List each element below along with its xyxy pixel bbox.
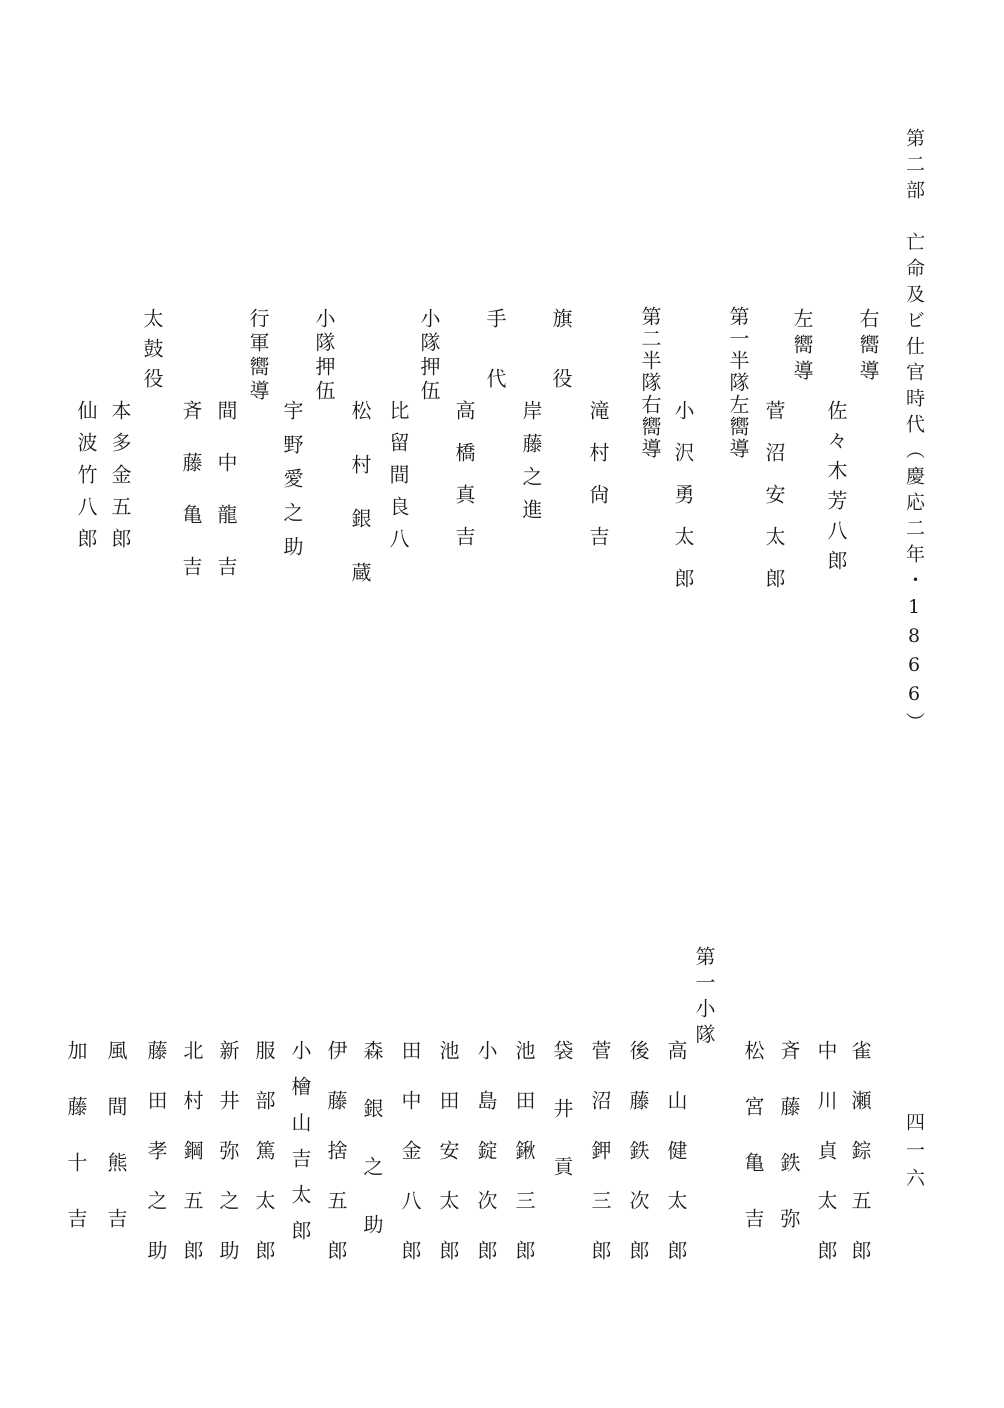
squad-member-name: 田中金八郎	[398, 1040, 422, 1290]
squad-member-name: 小檜山吉太郎	[288, 1040, 312, 1256]
member-name: 小沢勇太郎	[671, 400, 695, 610]
squad-member-name: 伊藤捨五郎	[324, 1040, 348, 1290]
role-label: 手代	[483, 308, 507, 428]
squad-member-name: 新井弥之助	[216, 1040, 240, 1290]
squad-member-name: 加藤十吉	[64, 1040, 88, 1264]
member-name: 比留間良八	[386, 400, 410, 560]
squad-member-name: 松宮亀吉	[741, 1040, 765, 1264]
member-name: 佐々木芳八郎	[824, 400, 848, 580]
role-label: 右嚮導	[856, 308, 880, 386]
role-label: 行軍嚮導	[246, 308, 270, 404]
squad-member-name: 雀瀬錝五郎	[848, 1040, 872, 1290]
squad-member-name: 後藤鉄次郎	[626, 1040, 650, 1290]
page-number: 四一六	[903, 1112, 925, 1196]
role-label: 太鼓役	[140, 308, 164, 398]
member-name: 岸藤之進	[519, 400, 543, 532]
squad-member-name: 森銀之助	[360, 1040, 384, 1272]
member-name: 間中龍吉	[214, 400, 238, 608]
member-name: 本多金五郎	[108, 400, 132, 560]
member-name: 斉藤亀吉	[179, 400, 203, 608]
squad-member-name: 中川貞太郎	[814, 1040, 838, 1290]
member-name: 高橋真吉	[452, 400, 476, 568]
member-name: 松村銀蔵	[348, 400, 372, 616]
role-label: 小隊押伍	[312, 308, 336, 404]
squad-member-name: 風間熊吉	[104, 1040, 128, 1264]
member-name: 仙波竹八郎	[74, 400, 98, 560]
squad-member-name: 服部篤太郎	[252, 1040, 276, 1290]
squad-member-name: 菅沼鉀三郎	[588, 1040, 612, 1290]
running-head: 第二部 亡命及ビ仕官時代（慶応二年・1866）	[903, 128, 925, 738]
role-label: 第一半隊左嚮導	[726, 306, 750, 460]
squad-member-name: 池田安太郎	[436, 1040, 460, 1290]
role-label: 小隊押伍	[417, 308, 441, 404]
unit-label: 第一小隊	[692, 946, 716, 1050]
squad-member-name: 高山健太郎	[664, 1040, 688, 1290]
member-name: 菅沼安太郎	[762, 400, 786, 610]
member-name: 滝村尙吉	[586, 400, 610, 568]
squad-member-name: 藤田孝之助	[144, 1040, 168, 1290]
role-label: 第二半隊右嚮導	[638, 306, 662, 460]
squad-member-name: 北村鋼五郎	[180, 1040, 204, 1290]
role-label: 左嚮導	[790, 308, 814, 386]
role-label: 旗役	[549, 308, 573, 428]
squad-member-name: 小島錠次郎	[474, 1040, 498, 1290]
squad-member-name: 袋井貢	[550, 1040, 574, 1214]
squad-member-name: 斉藤鉄弥	[777, 1040, 801, 1264]
squad-member-name: 池田鍬三郎	[512, 1040, 536, 1290]
member-name: 宇野愛之助	[280, 400, 304, 570]
